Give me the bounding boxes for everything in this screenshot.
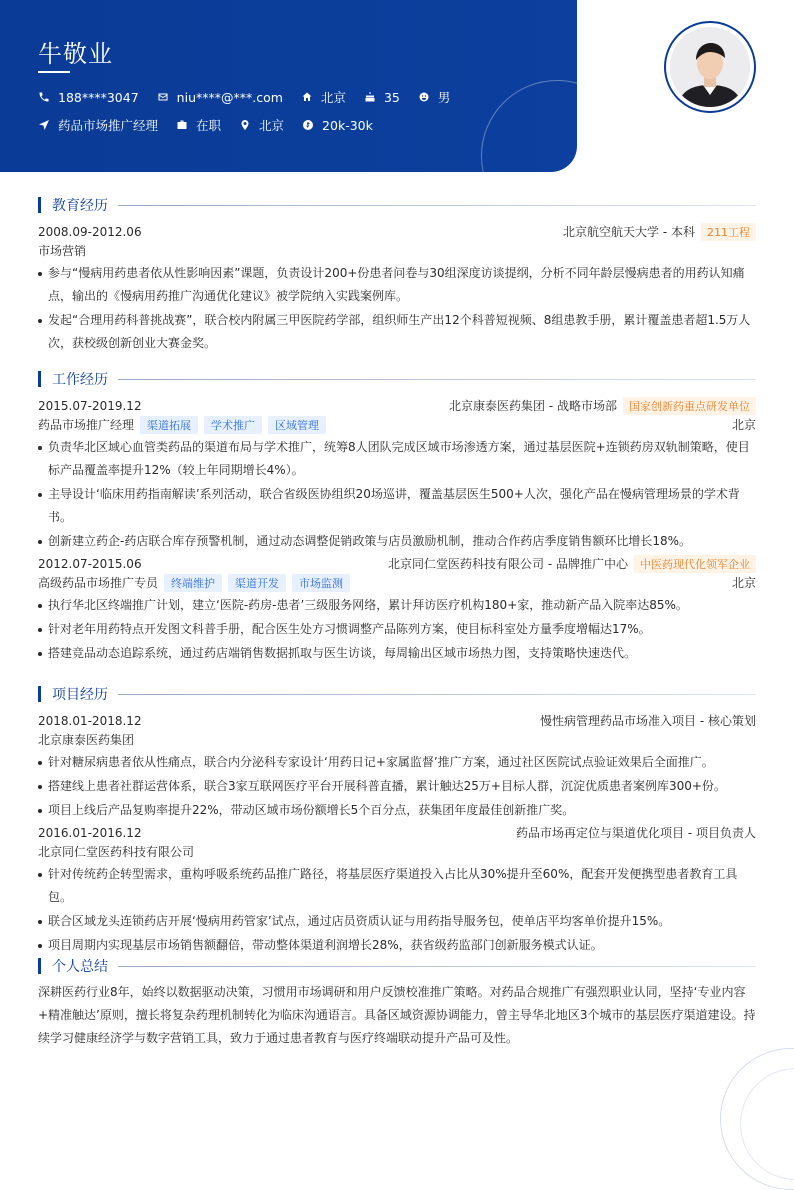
list-item: 参与“慢病用药患者依从性影响因素”课题，负责设计200+份患者问卷与30组深度访谈提纲，分析不同年龄层慢病患者的用药认知痛点，输出的《慢病用药推广沟通优化建议》被学院纳入实践案例库。 [38, 262, 756, 308]
list-item: 负责华北区域心血管类药品的渠道布局与学术推广，统筹8人团队完成区域市场渗透方案，通过基层医院+连锁药房双轨制策略，使目标产品覆盖率提升12%（较上年同期增长4%）。 [38, 436, 756, 482]
phone-text: 188****3047 [58, 89, 139, 105]
project-header-row [38, 823, 756, 842]
list-item: 联合区域龙头连锁药店开展‘慢病用药管家’试点，通过店员资质认证与用药指导服务包，使单店平均客单价提升15%。 [38, 910, 756, 933]
list-item: 执行华北区终端推广计划，建立‘医院-药房-患者’三级服务网络，累计拜访医疗机构180+家，推动新产品入院率达85%。 [38, 594, 756, 617]
work-bullets [38, 594, 756, 665]
list-item: 发起“合理用药科普挑战赛”，联合校内附属三甲医院药学部，组织师生产出12个科普短视频、8组患教手册，累计覆盖患者超1.5万人次，获校级创新创业大赛金奖。 [38, 309, 756, 355]
salary-text: 20k-30k [322, 117, 373, 133]
education-heading [38, 196, 756, 214]
hometown-item [301, 88, 346, 106]
phone-item [38, 90, 139, 105]
send-icon [38, 119, 50, 131]
heading-bar [38, 371, 41, 387]
school-badge: 211工程 [701, 223, 756, 241]
project-bullets [38, 863, 756, 957]
work-position: 高级药品市场推广专员 [38, 576, 159, 590]
city-text: 北京 [259, 118, 285, 133]
age-text: 35 [383, 89, 400, 105]
work-position-row [38, 573, 756, 592]
company-badge: 中医药现代化领军企业 [634, 555, 756, 573]
work-section [38, 370, 756, 666]
list-item: 项目周期内实现基层市场销售额翻倍，带动整体渠道利润增长28%，获省级药监部门创新服务模式认证。 [38, 934, 756, 957]
skill-tag: 学术推广 [204, 416, 262, 434]
status-item [176, 116, 221, 134]
education-school: 北京航空航天大学 - 本科 [563, 225, 695, 239]
work-entry [38, 554, 756, 665]
work-location: 北京 [731, 576, 756, 590]
work-title: 工作经历 [52, 372, 108, 388]
education-major-row [38, 241, 756, 260]
header-banner [0, 0, 577, 172]
briefcase-icon [176, 119, 188, 131]
skill-tag: 终端维护 [164, 574, 222, 592]
heading-line [118, 966, 756, 967]
email-text: niu****@***.com [176, 89, 283, 105]
work-company: 北京同仁堂医药科技有限公司 - 品牌推广中心 [388, 557, 628, 571]
heading-line [118, 205, 756, 206]
project-org-row [38, 730, 756, 749]
projects-section [38, 685, 756, 958]
work-entry [38, 396, 756, 553]
home-icon [301, 91, 313, 103]
age-item [364, 90, 400, 105]
heading-line [118, 379, 756, 380]
cake-icon [364, 91, 376, 103]
education-bullets [38, 262, 756, 355]
project-org: 北京同仁堂医药科技有限公司 [38, 845, 195, 859]
work-header-row [38, 396, 756, 415]
heading-bar [38, 197, 41, 213]
project-bullets [38, 751, 756, 822]
projects-title: 项目经历 [52, 687, 108, 703]
city-item [239, 116, 284, 134]
candidate-name: 牛敬业 [38, 40, 113, 68]
education-major: 市场营销 [38, 244, 87, 258]
work-heading [38, 370, 756, 388]
list-item: 搭建线上患者社群运营体系，联合3家互联网医疗平台开展科普直播，累计触达25万+目标人群，沉淀优质患者案例库300+份。 [38, 775, 756, 798]
target-job-item [38, 116, 158, 134]
projects-heading [38, 685, 756, 703]
project-org: 北京康泰医药集团 [38, 733, 135, 747]
project-date: 2016.01-2016.12 [38, 825, 142, 840]
work-position-row [38, 415, 756, 434]
work-location: 北京 [731, 418, 756, 432]
summary-section [38, 957, 756, 1050]
project-entry [38, 711, 756, 822]
name-underline [38, 71, 70, 73]
heading-line [118, 694, 756, 695]
education-section [38, 196, 756, 356]
skill-tag: 渠道开发 [228, 574, 286, 592]
summary-heading [38, 957, 756, 975]
work-header-row [38, 554, 756, 573]
skill-tag: 渠道拓展 [140, 416, 198, 434]
contact-row [38, 88, 468, 106]
status-text: 在职 [196, 118, 222, 133]
avatar-frame [664, 21, 756, 113]
list-item: 项目上线后产品复购率提升22%，带动区域市场份额增长5个百分点，获集团年度最佳创新推广奖。 [38, 799, 756, 822]
heading-bar [38, 958, 41, 974]
job-intent-row [38, 116, 391, 134]
list-item: 针对老年用药特点开发图文科普手册，配合医生处方习惯调整产品陈列方案，使目标科室处方量季度增幅达17%。 [38, 618, 756, 641]
education-date: 2008.09-2012.06 [38, 224, 142, 239]
project-name: 慢性病管理药品市场准入项目 - 核心策划 [540, 714, 756, 728]
education-entry [38, 222, 756, 355]
project-header-row [38, 711, 756, 730]
list-item: 针对传统药企转型需求，重构呼吸系统药品推广路径，将基层医疗渠道投入占比从30%提升至60%，配套开发便携型患者教育工具包。 [38, 863, 756, 909]
work-position: 药品市场推广经理 [38, 418, 135, 432]
project-entry [38, 823, 756, 957]
list-item: 针对糖尿病患者依从性痛点，联合内分泌科专家设计‘用药日记+家属监督’推广方案，通过社区医院试点验证效果后全面推广。 [38, 751, 756, 774]
summary-title: 个人总结 [52, 959, 108, 975]
target-job-text: 药品市场推广经理 [58, 118, 159, 133]
heading-bar [38, 686, 41, 702]
list-item: 主导设计‘临床用药指南解读’系列活动，联合省级医协组织20场巡讲，覆盖基层医生500+人次，强化产品在慢病管理场景的学术背书。 [38, 483, 756, 529]
project-date: 2018.01-2018.12 [38, 713, 142, 728]
education-title: 教育经历 [52, 198, 108, 214]
avatar [670, 27, 750, 107]
skill-tag: 区域管理 [268, 416, 326, 434]
list-item: 搭建竞品动态追踪系统，通过药店端销售数据抓取与医生访谈，每周输出区域市场热力图，支持策略快速迭代。 [38, 642, 756, 665]
work-company: 北京康泰医药集团 - 战略市场部 [449, 399, 617, 413]
education-row [38, 222, 756, 241]
email-item [157, 90, 283, 105]
phone-icon [38, 91, 50, 103]
project-org-row [38, 842, 756, 861]
hometown-text: 北京 [320, 90, 346, 105]
gender-text: 男 [437, 90, 451, 105]
work-date: 2015.07-2019.12 [38, 398, 142, 413]
work-bullets [38, 436, 756, 553]
mail-icon [157, 91, 169, 103]
gender-item [418, 88, 451, 106]
list-item: 创新建立药企-药店联合库存预警机制，通过动态调整促销政策与店员激励机制，推动合作药店季度销售额环比增长18%。 [38, 530, 756, 553]
work-date: 2012.07-2015.06 [38, 556, 142, 571]
decorative-circle [481, 80, 577, 172]
location-icon [239, 119, 251, 131]
skill-tag: 市场监测 [292, 574, 350, 592]
gender-icon [418, 91, 430, 103]
summary-text: 深耕医药行业8年，始终以数据驱动决策，习惯用市场调研和用户反馈校准推广策略。对药品合规推广有强烈职业认同，坚持‘专业内容+精准触达’原则，擅长将复杂药理机制转化为临床沟通语言。具备区域资源协调能力，曾主导华北地区3个城市的基层医疗渠道建设。持续学习健康经济学与数字营销工具，致力于通过患者教育与医疗终端联动提升产品可及性。 [38, 985, 756, 1045]
money-icon [302, 119, 314, 131]
avatar-portrait [670, 27, 750, 107]
salary-item [302, 118, 373, 133]
company-badge: 国家创新药重点研发单位 [623, 397, 756, 415]
project-name: 药品市场再定位与渠道优化项目 - 项目负责人 [516, 826, 756, 840]
